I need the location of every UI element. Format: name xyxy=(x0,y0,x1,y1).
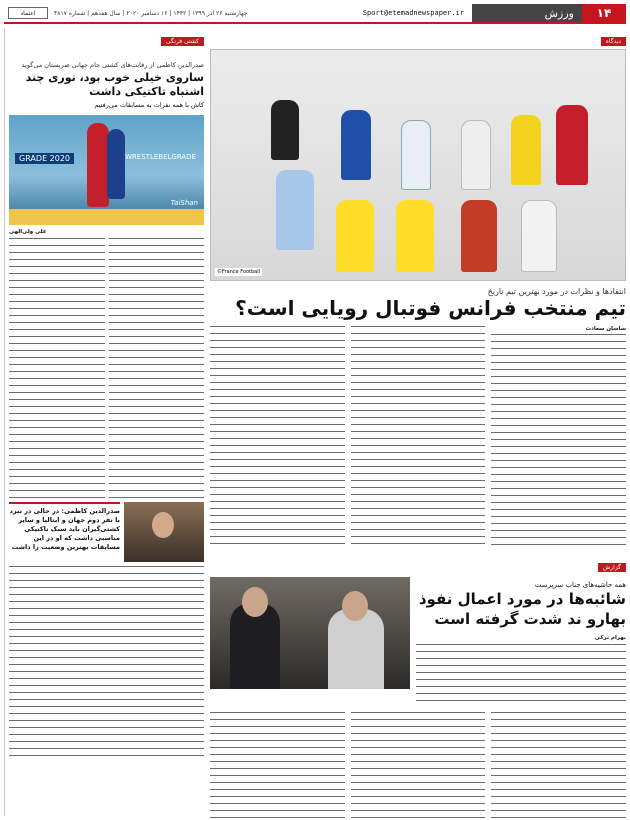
body-text-column xyxy=(351,326,486,548)
pull-quote-box xyxy=(9,502,204,562)
section-title: ورزش xyxy=(472,4,582,22)
body-text-column xyxy=(109,238,205,498)
story-kicker: صدرالدین کاظمی از رقابت‌های کشتی جام جهانی صربستان می‌گوید xyxy=(21,61,204,69)
second-byline: بهرام ترکی xyxy=(594,635,626,641)
photo-banner-left: GRADE 2020 xyxy=(15,153,74,164)
story-author: علی ولی‌الهی xyxy=(9,229,47,235)
page-number: ۱۴ xyxy=(582,4,626,22)
newspaper-logo: اعتماد xyxy=(8,7,48,19)
wrestler-red xyxy=(87,123,109,207)
body-text-column xyxy=(210,712,345,820)
date-line: چهارشنبه ۲۶ آذر ۱۳۹۹ | ۱۴۴۲ | ۱۶ دسامبر ۲۰۲۰ | سال هفدهم | شماره ۴۸۱۷ xyxy=(54,9,248,17)
story-tag: کشتی فرنگی xyxy=(161,37,204,46)
section-email: Sport@etemadnewspaper.ir xyxy=(362,9,464,17)
photo-sponsor: TaiShan xyxy=(170,199,198,207)
body-text-column xyxy=(210,326,345,548)
second-headline: شائبه‌ها در مورد اعمال نفوذ بهارو ند شدت گرفته است xyxy=(418,590,626,628)
body-text-column xyxy=(491,334,626,546)
main-body xyxy=(210,326,626,548)
body-text-continued xyxy=(9,566,204,756)
kazemi-portrait xyxy=(124,502,204,562)
body-text-column xyxy=(9,238,105,498)
story-subhead: کاش با همه نفرات به مسابقات می‌رفتیم xyxy=(94,101,204,109)
officials-photo xyxy=(210,577,410,689)
body-text-column xyxy=(416,644,626,706)
main-headline: تیم منتخب فرانس فوتبال رویایی است؟ xyxy=(235,296,626,320)
body-columns xyxy=(9,238,204,498)
second-body xyxy=(210,712,626,820)
body-text-column xyxy=(351,712,486,820)
main-overline: انتقادها و نظرات در مورد بهترین تیم تاریخ xyxy=(487,287,626,296)
main-story-tag: دیدگاه xyxy=(601,37,626,46)
wrestling-story xyxy=(4,28,204,816)
masthead xyxy=(4,4,626,24)
body-text-column xyxy=(491,712,626,820)
story-headline: ساروی خیلی خوب بود، نوری چند اشتباه تاکتیکی داشت xyxy=(25,71,204,98)
wrestler-blue xyxy=(107,129,125,199)
second-kicker: همه حاشیه‌های جناب سرپرست xyxy=(534,581,626,589)
main-area xyxy=(210,28,626,816)
wrestling-photo xyxy=(9,115,204,225)
photo-banner-right: WRESTLEBELGRADE xyxy=(125,153,196,161)
players-photo xyxy=(210,49,626,281)
wrestling-mat xyxy=(9,209,204,225)
pull-quote: صدرالدین کاظمی: در حالی در نبرد با نفر دوم جهان و ایتالیا و سایر کشتی‌گیران باید سبک تاکتیکی مناسبی داشت که او در این مسابقات بهترین وضعیت را داشت xyxy=(9,502,120,562)
second-story xyxy=(210,577,626,706)
second-story-tag: گزارش xyxy=(598,563,626,572)
main-byline: ساسان سعادت xyxy=(585,326,626,332)
photo-credit: ©France Football xyxy=(217,269,261,275)
